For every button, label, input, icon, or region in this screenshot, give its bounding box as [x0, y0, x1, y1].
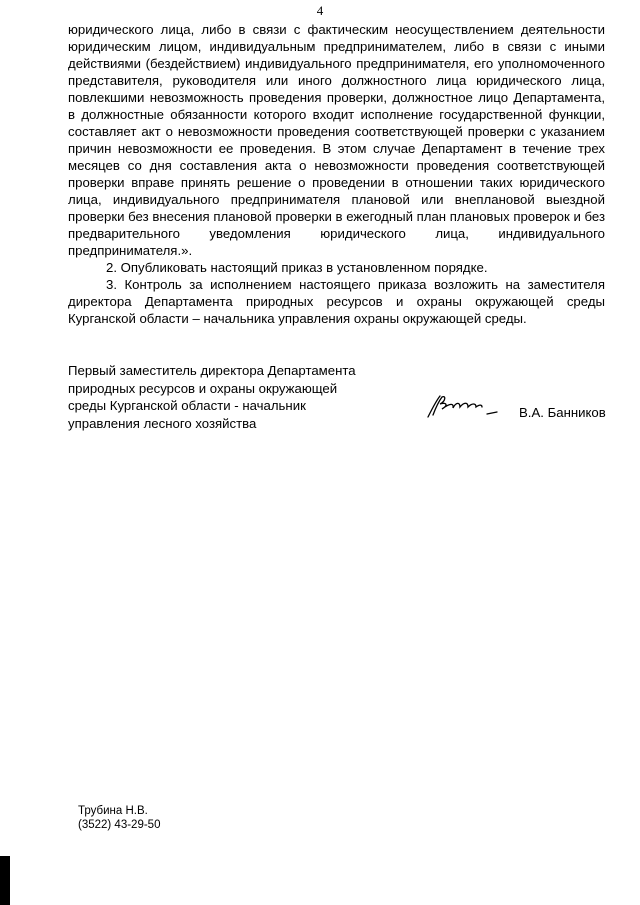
document-body — [68, 21, 605, 327]
signatory-title-line: природных ресурсов и охраны окружающей — [68, 380, 338, 396]
paragraph-item-3: 3. Контроль за исполнением настоящего приказа возложить на заместителя директора Департамента природных ресурсов и охраны окружающей среды Курганской области – начальника управления охраны окружающей среды. — [68, 277, 605, 326]
signatory-title-line: Первый заместитель директора Департамента — [68, 363, 356, 378]
executor-name: Трубина Н.В. — [78, 805, 148, 817]
page-number: 4 — [316, 3, 324, 18]
signatory-title — [68, 362, 368, 432]
signatory-name: В.А. Банников — [519, 405, 606, 420]
signatory-title-line: управления лесного хозяйства — [68, 415, 257, 431]
executor-phone: (3522) 43-29-50 — [78, 819, 161, 831]
scan-edge-mark — [0, 856, 10, 905]
executor-contact — [78, 804, 160, 832]
paragraph-continued: юридического лица, либо в связи с фактическим неосуществлением деятельности юридическим лицом, индивидуальным предпринимателем, либо в связи с иными действиями (бездействием) индивидуального предпринимателя, его уполномоченного представителя, руководителя или иного должностного лица юридического лица, повлекшими невозможность проведения проверки, должностное лицо Департамента, в должностные обязанности которого входит исполнение государственной функции, составляет акт о невозможности проведения соответствующей проверки с указанием причин невозможности ее проведения. В этом случае Департамент в течение трех месяцев со дня составления акта о невозможности проведения соответствующей проверки вправе принять решение о проведении в отношении таких юридического лица, индивидуального предпринимателя плановой или внеплановой выездной проверки без внесения плановой проверки в ежегодный план плановых проверок и без предварительного уведомления юридического лица, индивидуального предпринимателя.». — [68, 22, 605, 258]
signatory-title-line: среды Курганской области - начальник — [68, 398, 306, 413]
handwritten-signature — [420, 393, 500, 421]
paragraph-item-2: 2. Опубликовать настоящий приказ в установленном порядке. — [106, 260, 488, 275]
